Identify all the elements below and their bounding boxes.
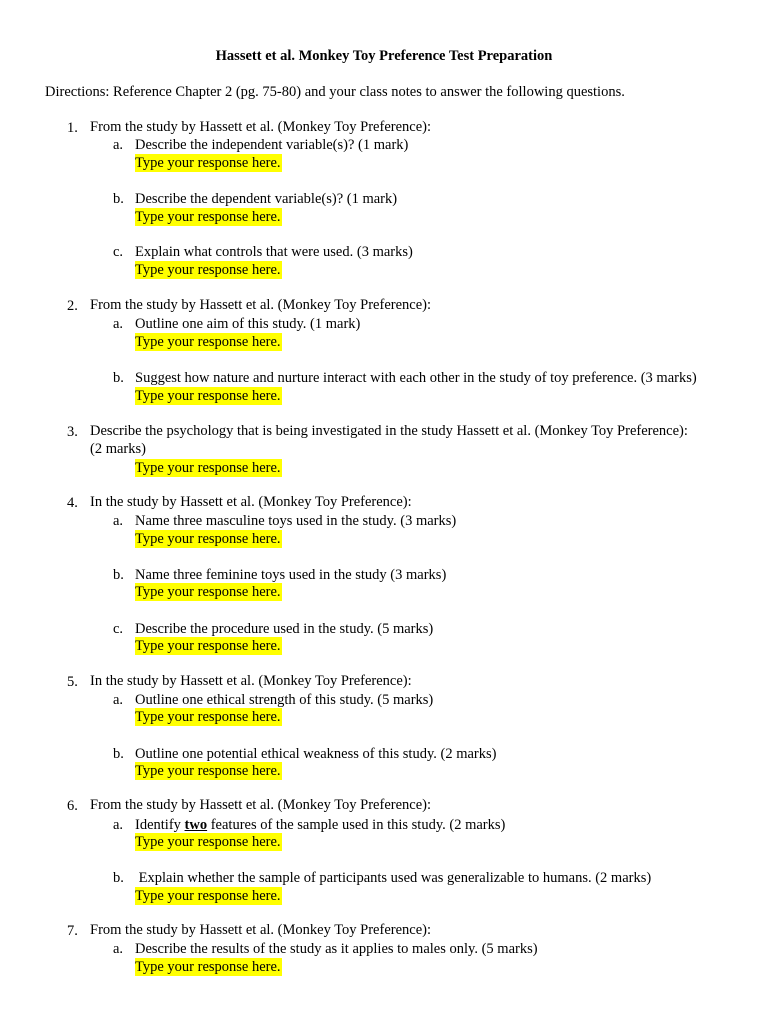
sub-letter: a. [113,692,124,708]
question-number: 6. [67,798,78,814]
sub-question-text: Name three masculine toys used in the study. (3 marks) [135,513,457,529]
sub-question-text: Describe the dependent variable(s)? (1 mark) [135,191,398,207]
sub-question-text: Describe the procedure used in the study. (5 marks) [135,621,434,637]
response-field[interactable]: Type your response here. [135,709,281,725]
question-number: 5. [67,674,78,690]
question-text: From the study by Hassett et al. (Monkey Toy Preference): [90,797,431,813]
response-field[interactable]: Type your response here. [135,531,281,547]
question-text: In the study by Hassett et al. (Monkey Toy Preference): [90,494,412,510]
sub-letter: c. [113,244,124,260]
question-text-line-1: Describe the psychology that is being investigated in the study Hassett et al. (Monkey Toy Preference): [90,423,688,439]
sub-letter: b. [113,746,124,762]
response-field[interactable]: Type your response here. [135,262,281,278]
sub-question-text: Describe the results of the study as it applies to males only. (5 marks) [135,941,538,957]
question-number: 1. [67,120,78,136]
question-text: From the study by Hassett et al. (Monkey Toy Preference): [90,297,431,313]
response-field[interactable]: Type your response here. [135,209,281,225]
sub-letter: b. [113,191,124,207]
response-field[interactable]: Type your response here. [135,388,281,404]
sub-letter: a. [113,137,124,153]
question-text: In the study by Hassett et al. (Monkey Toy Preference): [90,673,412,689]
response-field[interactable]: Type your response here. [135,888,281,904]
response-field[interactable]: Type your response here. [135,959,281,975]
response-field[interactable]: Type your response here. [135,584,281,600]
emphasis-two: two [184,817,208,833]
directions-text: Directions: Reference Chapter 2 (pg. 75-80) and your class notes to answer the following questions. [45,84,625,100]
sub-letter: b. [113,870,124,886]
sub-question-text: Outline one potential ethical weakness of this study. (2 marks) [135,746,497,762]
sub-question-text: Explain whether the sample of participants used was generalizable to humans. (2 marks) [135,870,652,886]
sub-letter: b. [113,567,124,583]
response-field[interactable]: Type your response here. [135,763,281,779]
sub-question-text: Suggest how nature and nurture interact with each other in the study of toy preference. (3 marks) [135,370,697,386]
question-text: From the study by Hassett et al. (Monkey Toy Preference): [90,922,431,938]
sub-letter: a. [113,513,124,529]
sub-letter: a. [113,941,124,957]
sub-question-text: Explain what controls that were used. (3 marks) [135,244,413,260]
sub-letter: a. [113,316,124,332]
question-number: 2. [67,298,78,314]
response-field[interactable]: Type your response here. [135,334,281,350]
sub-question-text-after: features of the sample used in this study. (2 marks) [207,817,506,833]
response-field[interactable]: Type your response here. [135,155,281,171]
response-field[interactable]: Type your response here. [135,460,281,476]
sub-question-text: Name three feminine toys used in the study (3 marks) [135,567,447,583]
question-number: 4. [67,495,78,511]
sub-question-text: Outline one ethical strength of this study. (5 marks) [135,692,434,708]
sub-question-text: Outline one aim of this study. (1 mark) [135,316,361,332]
question-text-line-2: (2 marks) [90,441,146,457]
question-number: 7. [67,923,78,939]
sub-letter: b. [113,370,124,386]
response-field[interactable]: Type your response here. [135,638,281,654]
question-number: 3. [67,424,78,440]
sub-letter: c. [113,621,124,637]
sub-question-text: Describe the independent variable(s)? (1 mark) [135,137,409,153]
sub-question-text-before: Identify [135,817,185,833]
sub-letter: a. [113,817,124,833]
question-text: From the study by Hassett et al. (Monkey Toy Preference): [90,119,431,135]
response-field[interactable]: Type your response here. [135,834,281,850]
sub-question-text [135,816,735,834]
document-title: Hassett et al. Monkey Toy Preference Test Preparation [215,48,553,64]
